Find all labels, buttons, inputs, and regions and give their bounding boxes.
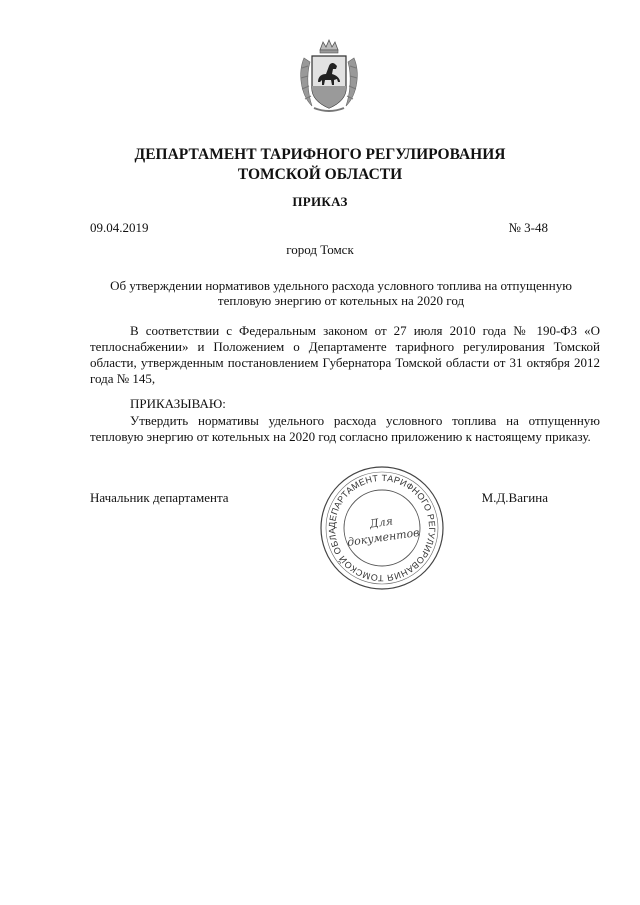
document-date: 09.04.2019 [90,220,149,235]
coat-of-arms-icon [296,36,362,114]
official-stamp [318,464,446,592]
body-paragraph-1: В соответствии с Федеральным законом от 27 июля 2010 года № 190-ФЗ «О теплоснабжении» и Положением о Департаменте тарифного регулирования Томской области, утвержденным постановлением Губернатора Томской области от 31 октября 2012 года № 145, [90,323,600,386]
document-subject: Об утверждении нормативов удельного расхода условного топлива на отпущенную тепловую энергию от котельных на 2020 год [110,278,572,308]
stamp-ring-text: ДЕПАРТАМЕНТ ТАРИФНОГО РЕГУЛИРОВАНИЯ ТОМСКОЙ ОБЛА [326,472,438,584]
signatory-role: Начальник департамента [90,490,229,505]
department-title-line-2: ТОМСКОЙ ОБЛАСТИ [237,166,403,183]
signatory-name: М.Д.Вагина [481,490,548,505]
department-title-line-1: ДЕПАРТАМЕНТ ТАРИФНОГО РЕГУЛИРОВАНИЯ [134,146,506,163]
department-title [0,145,640,185]
stamp-center-line-1: Для [368,514,394,531]
body-paragraph-2: Утвердить нормативы удельного расхода условного топлива на отпущенную тепловую энергию от котельных на 2020 год согласно приложению к настоящему приказу. [90,413,600,444]
document-number: № 3-48 [508,220,548,235]
document-city: город Томск [286,242,354,257]
decree-word: ПРИКАЗЫВАЮ: [130,396,226,411]
stamp-center-line-2: документов [346,525,421,549]
document-type: ПРИКАЗ [292,194,348,209]
